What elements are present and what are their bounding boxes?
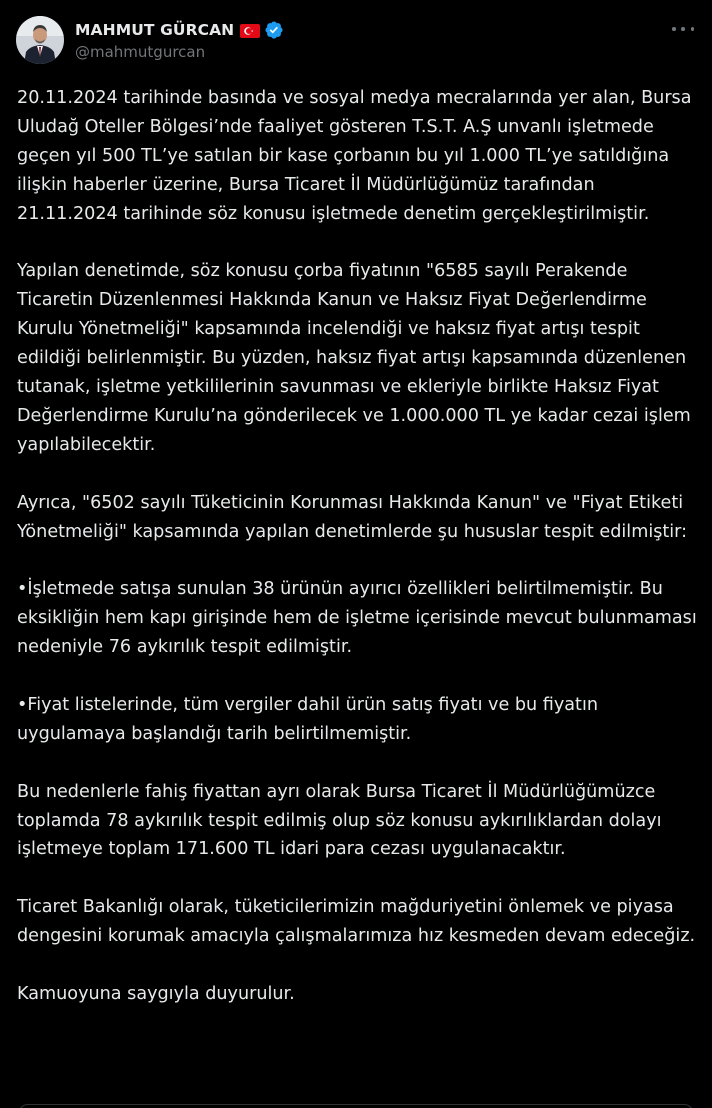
attached-card-edge[interactable] (18, 1104, 694, 1108)
tweet-paragraph: Ticaret Bakanlığı olarak, tüketicilerimizin mağduriyetini önlemek ve piyasa dengesini korumak amacıyla çalışmalarımıza hız kesmeden devam edeceğiz. (17, 897, 696, 947)
tweet-paragraph: Ayrıca, "6502 sayılı Tüketicinin Korunması Hakkında Kanun" ve "Fiyat Etiketi Yönetmeliği" kapsamında yapılan denetimlerde şu hususlar tespit edilmiştir: (17, 492, 688, 542)
tweet-paragraph: Bu nedenlerle fahiş fiyattan ayrı olarak Bursa Ticaret İl Müdürlüğümüzce toplamda 78 aykırılık tespit edilmiş olup söz konusu aykırılıklardan dolayı işletmeye toplam 171.600 TL idari para cezası uygulanacaktır. (17, 781, 662, 860)
avatar[interactable] (16, 16, 64, 64)
name-row (75, 19, 284, 41)
more-dot (691, 27, 695, 31)
more-dot (681, 27, 685, 31)
tweet-paragraph: Kamuoyuna saygıyla duyurulur. (17, 983, 295, 1004)
tweet-paragraph: Yapılan denetimde, söz konusu çorba fiyatının "6585 sayılı Perakende Ticaretin Düzenlenmesi Hakkında Kanun ve Haksız Fiyat Değerlendirme Kurulu Yönetmeliği" kapsamında incelendiği ve haksız fiyat artışı tespit edildiği belirlenmiştir. Bu yüzden, haksız fiyat artışı kapsamında düzenlenen tutanak, işletme yetkililerinin savunması ve ekleriyle birlikte Haksız Fiyat Değerlendirme Kurulu’na gönderilecek ve 1.000.000 TL ye kadar cezai işlem yapılabilecektir. (17, 261, 691, 455)
handle[interactable]: @mahmutgurcan (75, 43, 206, 61)
author-names (75, 19, 284, 61)
more-dot (672, 27, 676, 31)
tweet-paragraph: •Fiyat listelerinde, tüm vergiler dahil ürün satış fiyatı ve bu fiyatın uygulamaya başlandığı tarih belirtilmemiştir. (17, 694, 598, 744)
tweet-paragraph: 20.11.2024 tarihinde basında ve sosyal medya mecralarında yer alan, Bursa Uludağ Oteller Bölgesi’nde faaliyet gösteren T.S.T. A.Ş unvanlı işletmede geçen yıl 500 TL’ye satılan bir kase çorbanın bu yıl 1.000 TL’ye satıldığına ilişkin haberler üzerine, Bursa Ticaret İl Müdürlüğümüz tarafından 21.11.2024 tarihinde söz konusu işletmede denetim gerçekleştirilmiştir. (17, 88, 692, 224)
verified-icon[interactable] (264, 20, 284, 40)
tweet-text (17, 84, 697, 1009)
display-name[interactable]: MAHMUT GÜRCAN (75, 21, 235, 39)
turkey-flag-icon (240, 23, 260, 37)
tweet-paragraph: •İşletmede satışa sunulan 38 ürünün ayırıcı özellikleri belirtilmemiştir. Bu eksikliğin hem kapı girişinde hem de işletme içerisinde mevcut bulunmaması nedeniyle 76 aykırılık tespit edilmiştir. (17, 579, 697, 658)
tweet-header (16, 16, 696, 66)
more-icon[interactable] (672, 22, 694, 36)
